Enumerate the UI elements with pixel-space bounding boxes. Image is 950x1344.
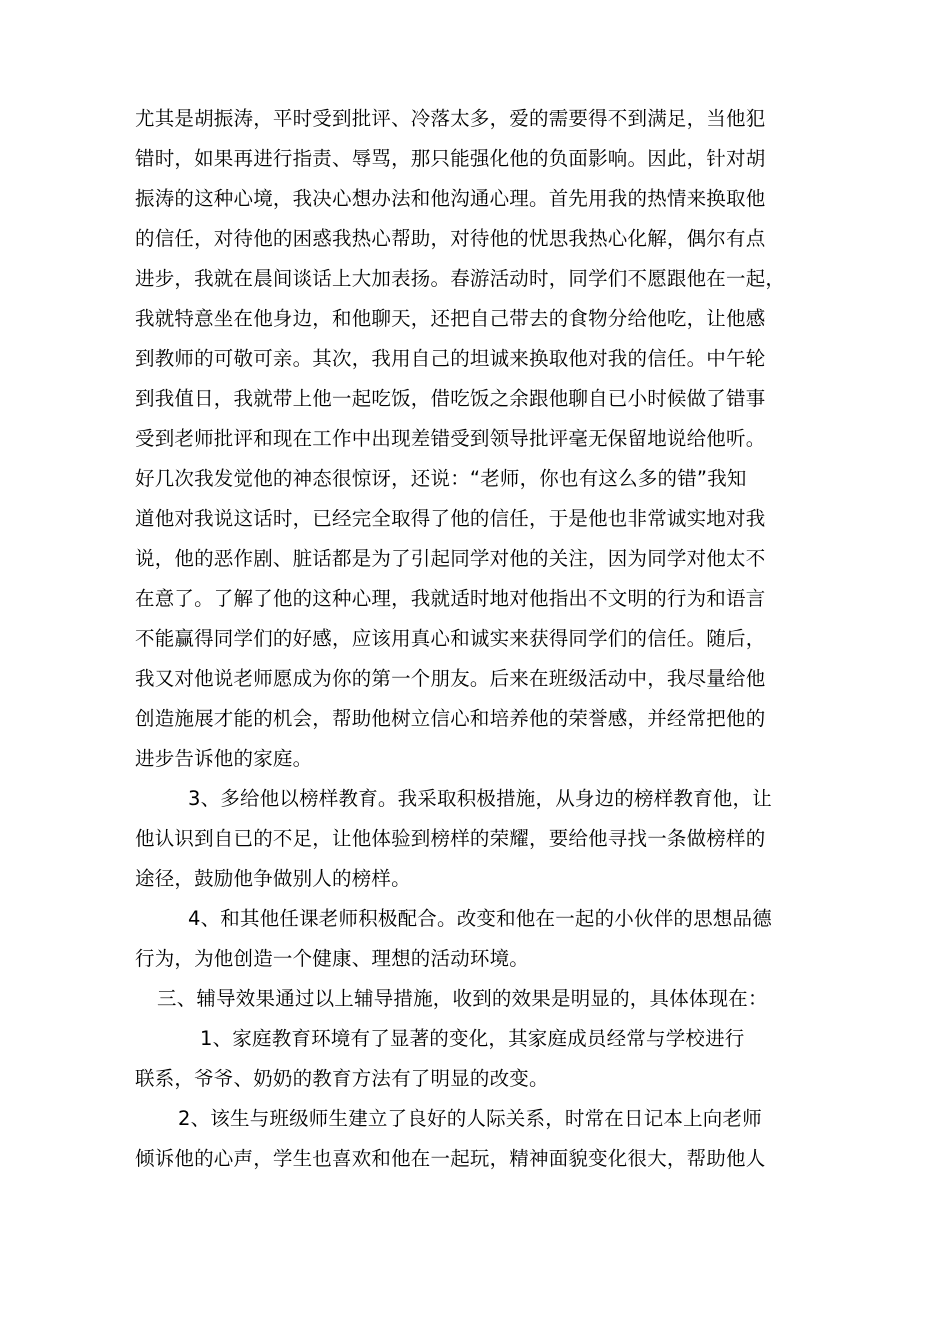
text-line: 我又对他说老师愿成为你的第一个朋友。后来在班级活动中，我尽量给他 [135,667,766,690]
text-line: 说，他的恶作剧、脏话都是为了引起同学对他的关注，因为同学对他太不 [135,547,766,570]
text-line: 的信任，对待他的困惑我热心帮助，对待他的忧思我热心化解，偶尔有点 [135,227,766,250]
text-line: 行为，为他创造一个健康、理想的活动环境。 [135,947,530,970]
text-line: 4、和其他任课老师积极配合。改变和他在一起的小伙伴的思想品德 [188,907,772,930]
text-line: 2、该生与班级师生建立了良好的人际关系，时常在日记本上向老师 [178,1107,762,1130]
text-line: 受到老师批评和现在工作中出现差错受到领导批评毫无保留地说给他听。 [135,427,766,450]
text-line: 途径，鼓励他争做别人的榜样。 [135,867,411,890]
text-line: 倾诉他的心声，学生也喜欢和他在一起玩，精神面貌变化很大，帮助他人 [135,1147,766,1170]
text-line: 到我值日，我就带上他一起吃饭，借吃饭之余跟他聊自已小时候做了错事 [135,387,766,410]
text-line: 好几次我发觉他的神态很惊讶，还说：“老师，你也有这么多的错”我知 [135,467,747,490]
text-line: 他认识到自已的不足，让他体验到榜样的荣耀，要给他寻找一条做榜样的 [135,827,766,850]
text-line: 振涛的这种心境，我决心想办法和他沟通心理。首先用我的热情来换取他 [135,187,766,210]
text-line: 道他对我说这话时，已经完全取得了他的信任，于是他也非常诚实地对我 [135,507,766,530]
text-line: 联系，爷爷、奶奶的教育方法有了明显的改变。 [135,1067,549,1090]
text-line: 尤其是胡振涛，平时受到批评、冷落太多，爱的需要得不到满足，当他犯 [135,107,766,130]
text-line: 进步，我就在晨间谈话上大加表扬。春游活动时，同学们不愿跟他在一起， [135,267,786,290]
text-line: 进步告诉他的家庭。 [135,747,313,770]
text-line: 三、辅导效果通过以上辅导措施，收到的效果是明显的，具体体现在： [157,987,768,1010]
text-line: 1、家庭教育环境有了显著的变化，其家庭成员经常与学校进行 [200,1027,745,1050]
text-line: 到教师的可敬可亲。其次，我用自己的坦诚来换取他对我的信任。中午轮 [135,347,766,370]
text-line: 3、多给他以榜样教育。我采取积极措施，从身边的榜样教育他，让 [188,787,772,810]
text-line: 不能赢得同学们的好感，应该用真心和诚实来获得同学们的信任。随后， [135,627,766,650]
text-line: 创造施展才能的机会，帮助他树立信心和培养他的荣誉感，并经常把他的 [135,707,766,730]
text-line: 错时，如果再进行指责、辱骂，那只能强化他的负面影响。因此，针对胡 [135,147,766,170]
text-line: 在意了。了解了他的这种心理，我就适时地对他指出不文明的行为和语言 [135,587,766,610]
text-line: 我就特意坐在他身边，和他聊天，还把自己带去的食物分给他吃，让他感 [135,307,766,330]
